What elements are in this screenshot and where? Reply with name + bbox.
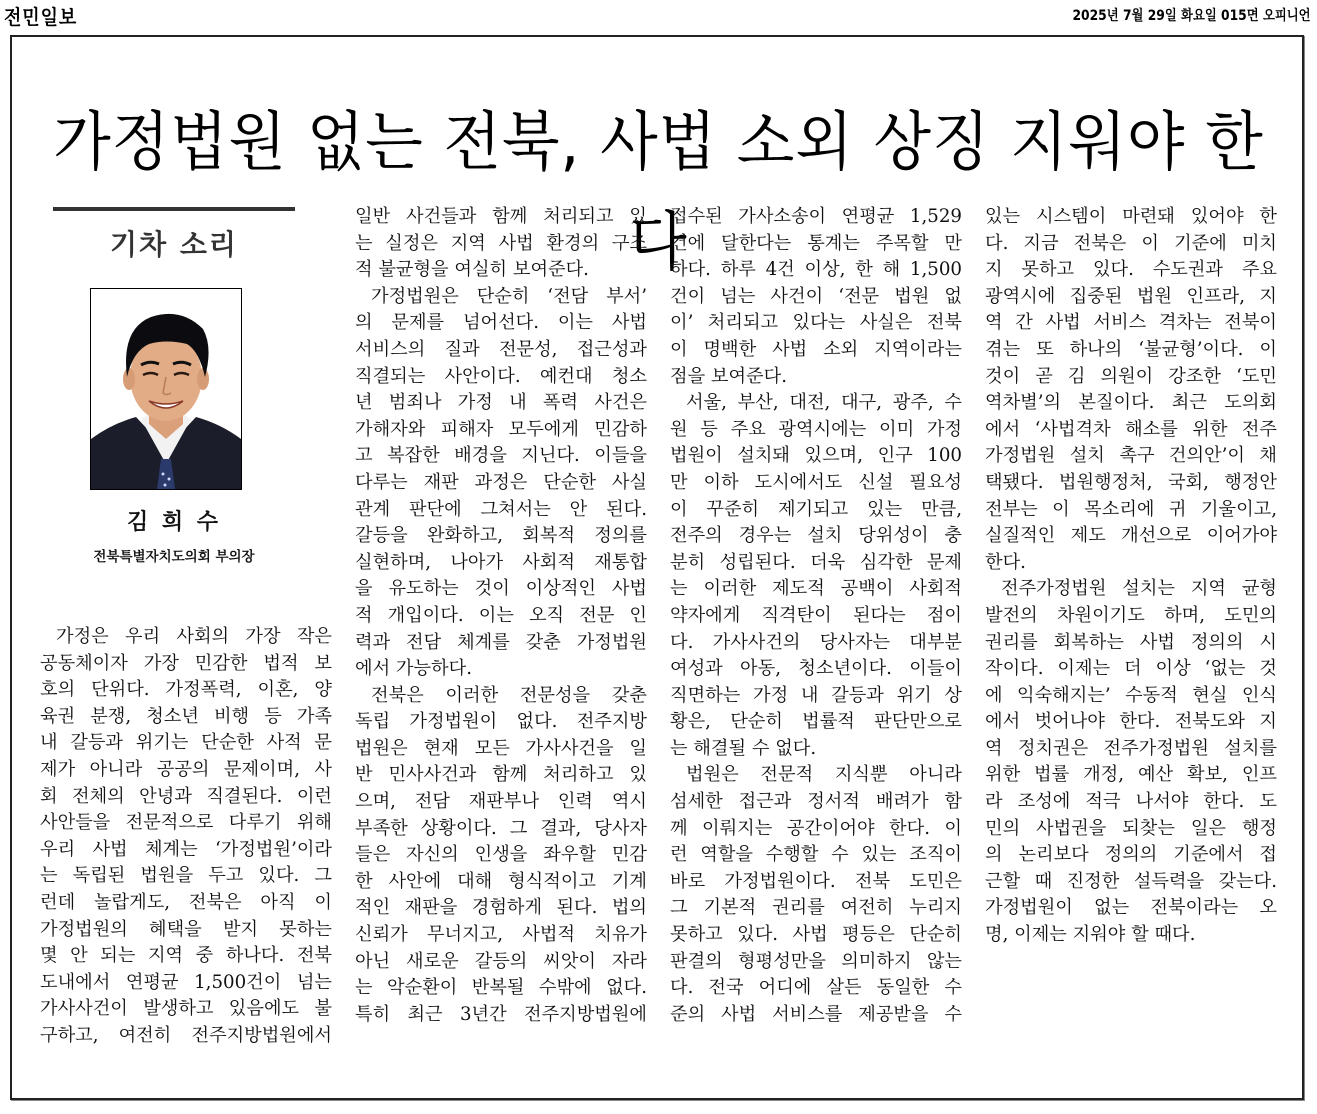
body-text-line: 명, 이제는 지워야 할 때다. [985,924,1196,946]
body-text-line: 내 갈등과 위기는 단순한 사적 문 [40,732,332,754]
body-text-line: 직결되는 사안이다. 예컨대 청소 [355,365,647,387]
body-text-line: 법원이 설치돼 있으며, 인구 100 [670,445,962,467]
body-text-line: 가정은 우리 사회의 가장 작은 [56,626,332,647]
body-text-line: 라 조성에 적극 나서야 한다. 도 [985,791,1277,813]
body-text-line: 법원은 전문적 지식뿐 아니라 [686,764,962,786]
body-text-line: 는 실정은 지역 사법 환경의 구조 [355,232,647,254]
body-text-line: 는 해결될 수 없다. [670,737,817,759]
body-text-line: 적 개입이다. 이는 오직 전문 인 [355,604,647,626]
body-text-line: 이’ 처리되고 있다는 사실은 전북 [670,312,962,334]
body-text-line: 적인 재판을 경험하게 된다. 법의 [355,897,647,919]
body-text-line: 는 독립된 법원을 두고 있다. 그 [40,865,332,887]
body-text-line: 에서 가능하다. [355,658,472,680]
body-text-line: 권리를 회복하는 사법 정의의 시 [985,631,1277,653]
body-text-line: 겪는 또 하나의 ‘불균형’이다. 이 [985,338,1277,360]
body-text-line: 가정법원 설치 촉구 건의안’이 채 [985,445,1277,467]
body-text-line: 건이 넘는 사건이 ‘전문 법원 없 [670,285,962,307]
body-text-line: 가해자와 피해자 모두에게 민감하 [355,418,647,440]
body-text-line: 구하고, 여전히 전주지방법원에서 [40,1024,332,1046]
body-text-line: 의 논리보다 정의의 기준에서 접 [985,844,1277,866]
body-text-line: 그 기본적 권리를 여전히 누리지 [670,897,962,919]
body-text-line: 광역시에 집중된 법원 인프라, 지 [985,285,1277,307]
body-text-line: 갈등을 완화하고, 회복적 정의를 [355,525,647,547]
column-title: 기차 소리 [110,228,238,261]
body-text-line: 분히 성립된다. 더욱 심각한 문제 [670,551,962,573]
author-title: 전북특별자치도의회 부의장 [93,549,255,565]
body-text-line: 고 복잡한 배경을 지닌다. 이들을 [355,445,647,467]
body-text-line: 실현하며, 나아가 사회적 재통합 [355,551,647,573]
body-text-line: 제가 아니라 공공의 문제이며, 사 [40,758,332,780]
body-text-line: 원 등 주요 광역시에는 이미 가정 [670,418,962,440]
body-text-line: 부족한 상황이다. 그 결과, 당사자 [355,817,647,839]
body-text-line: 만 이하 도시에서도 신설 필요성 [670,471,962,493]
body-text-line: 있는 시스템이 마련돼 있어야 한 [985,206,1277,227]
body-text-line: 사안들을 전문적으로 다루기 위해 [40,812,332,834]
body-text-line: 택됐다. 법원행정처, 국회, 행정안 [985,471,1277,493]
body-text-line: 일반 사건들과 함께 처리되고 있 [355,206,647,227]
body-text-line: 다루는 재판 과정은 단순한 사실 [355,471,647,493]
body-text-line: 아닌 새로운 갈등의 씨앗이 자라 [355,950,647,972]
body-text-line: 도내에서 연평균 1,500건이 넘는 [40,971,332,993]
body-column-1 [40,624,332,1050]
body-text-line: 황은, 단순히 법률적 판단만으로 [670,711,962,733]
body-text-line: 발전의 차원이기도 하며, 도민의 [985,604,1277,626]
author-name: 김 희 수 [126,510,222,535]
body-column-4 [985,204,1277,949]
divider-rule [53,207,295,211]
body-text-line: 을 유도하는 것이 이상적인 사법 [355,578,647,600]
body-text-line: 런데 놀랍게도, 전북은 아직 이 [40,891,332,913]
body-text-line: 호의 단위다. 가정폭력, 이혼, 양 [40,679,332,701]
body-text-line: 접수된 가사소송이 연평균 1,529 [670,206,962,227]
body-text-line: 한다. [985,551,1026,573]
body-column-3 [670,204,962,1028]
body-text-line: 회 전체의 안녕과 직결된다. 이런 [40,785,332,807]
body-text-line: 바로 가정법원이다. 전북 도민은 [670,870,962,892]
body-text-line: 것이 곧 김 의원이 강조한 ‘도민 [985,365,1277,387]
body-text-line: 못하고 있다. 사법 평등은 단순히 [670,924,962,946]
body-text-line: 으며, 전담 재판부나 인력 역시 [355,791,647,813]
body-text-line: 다. 지금 전북은 이 기준에 미치 [985,232,1277,254]
body-text-line: 다. 전국 어디에 살든 동일한 수 [670,977,962,999]
body-text-line: 전주의 경우는 설치 당위성이 충 [670,525,962,547]
author-photo [90,288,242,490]
body-text-line: 반 민사사건과 함께 처리하고 있 [355,764,647,786]
body-text-line: 런 역할을 수행할 수 있는 조직이 [670,844,962,866]
page-header [0,0,1317,30]
body-text-line: 우리 사법 체계는 ‘가정법원’이라 [40,838,332,860]
body-text-line: 건에 달한다는 통계는 주목할 만 [670,232,962,254]
body-text-line: 역차별’의 본질이다. 최근 도의회 [985,392,1277,414]
body-text-line: 들은 자신의 인생을 좌우할 민감 [355,844,647,866]
body-text-line: 가정법원이 없는 전북이라는 오 [985,897,1277,919]
body-text-line: 력과 전담 체계를 갖춘 가정법원 [355,631,647,653]
body-text-line: 서비스의 질과 전문성, 접근성과 [355,338,647,360]
newspaper-name: 전민일보 [4,5,78,29]
body-text-line: 역 간 사법 서비스 격차는 전북이 [985,312,1277,334]
body-text-line: 근할 때 진정한 설득력을 갖는다. [985,870,1277,892]
body-column-2 [355,204,647,1028]
body-text-line: 는 이러한 제도적 공백이 사회적 [670,578,962,600]
body-text-line: 께 이뤄지는 공간이어야 한다. 이 [670,817,962,839]
body-text-line: 전북은 이러한 전문성을 갖춘 [371,684,647,706]
body-text-line: 전주가정법원 설치는 지역 균형 [1001,578,1277,600]
body-text-line: 위한 법률 개정, 예산 확보, 인프 [985,764,1277,786]
body-text-line: 특히 최근 3년간 전주지방법원에 [355,1003,647,1025]
body-text-line: 년 범죄나 가정 내 폭력 사건은 [355,392,647,414]
body-text-line: 여성과 아동, 청소년이다. 이들이 [670,658,962,680]
body-text-line: 에서 ‘사법격차 해소를 위한 전주 [985,418,1277,440]
body-text-line: 작이다. 이제는 더 이상 ‘없는 것 [985,658,1277,680]
body-text-line: 섬세한 접근과 정서적 배려가 함 [670,791,962,813]
body-text-line: 직면하는 가정 내 갈등과 위기 상 [670,684,962,706]
dateline: 2025년 7월 29일 화요일 015면 오피니언 [1072,8,1311,24]
body-text-line: 육권 분쟁, 청소년 비행 등 가족 [40,705,332,727]
body-text-line: 지 못하고 있다. 수도권과 주요 [985,259,1277,281]
body-text-line: 이 명백한 사법 소외 지역이라는 [670,338,962,360]
body-text-line: 판결의 형평성만을 의미하지 않는 [670,950,962,972]
body-text-line: 역 정치권은 전주가정법원 설치를 [985,737,1277,759]
body-text-line: 실질적인 제도 개선으로 이어가야 [985,525,1277,547]
body-text-line: 의 문제를 넘어선다. 이는 사법 [355,312,647,334]
body-text-line: 에 익숙해지는’ 수동적 현실 인식 [985,684,1277,706]
body-text-line: 가사사건이 발생하고 있음에도 불 [40,998,332,1020]
body-text-line: 가정법원의 혜택을 받지 못하는 [40,918,332,940]
body-text-line: 독립 가정법원이 없다. 전주지방 [355,711,647,733]
body-text-line: 준의 사법 서비스를 제공받을 수 [670,1003,962,1025]
author-portrait-icon [91,289,241,489]
headline: 가정법원 없는 전북, 사법 소외 상징 지워야 한다 [53,105,1264,280]
body-text-line: 관계 판단에 그쳐서는 안 된다. [355,498,647,520]
body-text-line: 점을 보여준다. [670,365,787,387]
body-text-line: 는 악순환이 반복될 수밖에 없다. [355,977,647,999]
body-text-line: 전부는 이 목소리에 귀 기울이고, [985,498,1277,520]
body-text-line: 이 꾸준히 제기되고 있는 만큼, [670,498,962,520]
body-text-line: 에서 벗어나야 한다. 전북도와 지 [985,711,1277,733]
body-text-line: 법원은 현재 모든 가사사건을 일 [355,737,647,759]
body-text-line: 적 불균형을 여실히 보여준다. [355,259,589,281]
body-text-line: 몇 안 되는 지역 중 하나다. 전북 [40,945,332,967]
body-text-line: 서울, 부산, 대전, 대구, 광주, 수 [686,392,962,414]
body-text-line: 다. 가사사건의 당사자는 대부분 [670,631,962,653]
body-text-line: 약자에게 직격탄이 된다는 점이 [670,604,962,626]
body-text-line: 한 사안에 대해 형식적이고 기계 [355,870,647,892]
body-text-line: 하다. 하루 4건 이상, 한 해 1,500 [670,259,962,281]
body-text-line: 공동체이자 가장 민감한 법적 보 [40,652,332,674]
body-text-line: 민의 사법권을 되찾는 일은 행정 [985,817,1277,839]
body-text-line: 신뢰가 무너지고, 사법적 치유가 [355,924,647,946]
body-text-line: 가정법원은 단순히 ‘전담 부서’ [371,285,647,307]
